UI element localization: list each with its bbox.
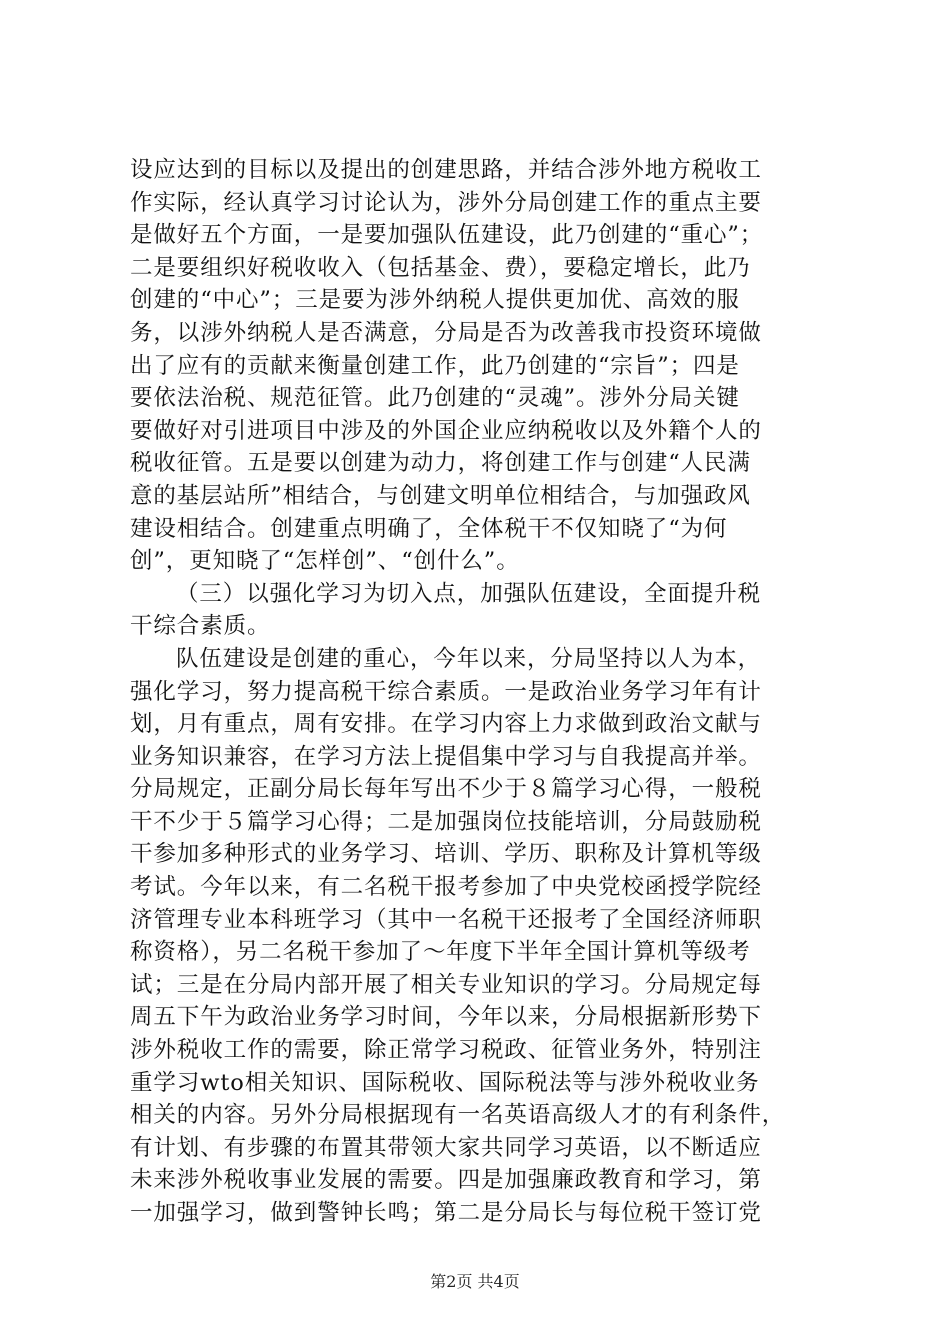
text-line: 建设相结合。创建重点明确了，全体税干不仅知晓了“为何 — [130, 515, 728, 542]
text-line: 创建的“中心”；三是要为涉外纳税人提供更加优、高效的服 — [130, 287, 740, 314]
body-text — [130, 154, 834, 1230]
text-line: 未来涉外税收事业发展的需要。四是加强廉政教育和学习，第 — [130, 1167, 762, 1194]
text-line: 划，月有重点，周有安排。在学习内容上力求做到政治文献与 — [130, 711, 762, 738]
text-line: 分局规定，正副分局长每年写出不少于８篇学习心得，一般税 — [130, 776, 762, 803]
text-line: 干综合素质。 — [130, 613, 271, 640]
text-line: 称资格），另二名税干参加了～年度下半年全国计算机等级考 — [130, 939, 751, 966]
text-line: 考试。今年以来，有二名税干报考参加了中央党校函授学院经 — [130, 874, 762, 901]
text-line: （三）以强化学习为切入点，加强队伍建设，全面提升税 — [176, 580, 762, 607]
text-line: 要依法治税、规范征管。此乃创建的“灵魂”。涉外分局关键 — [130, 385, 740, 412]
text-line: 相关的内容。另外分局根据现有一名英语高级人才的有利条件， — [130, 1102, 786, 1129]
text-line: 二是要组织好税收收入（包括基金、费），要稳定增长，此乃 — [130, 254, 751, 281]
text-line: 重学习wto相关知识、国际税收、国际税法等与涉外税收业务 — [130, 1069, 760, 1096]
text-line: 要做好对引进项目中涉及的外国企业应纳税收以及外籍个人的 — [130, 417, 762, 444]
page-footer: 第2页 共4页 — [430, 1272, 520, 1291]
text-line: 有计划、有步骤的布置其带领大家共同学习英语，以不断适应 — [130, 1134, 762, 1161]
text-line: 干参加多种形式的业务学习、培训、学历、职称及计算机等级 — [130, 841, 762, 868]
text-line: 业务知识兼容，在学习方法上提倡集中学习与自我提高并举。 — [130, 743, 762, 770]
text-line: 试；三是在分局内部开展了相关专业知识的学习。分局规定每 — [130, 971, 762, 998]
text-line: 设应达到的目标以及提出的创建思路，并结合涉外地方税收工 — [130, 157, 762, 183]
text-line: 作实际，经认真学习讨论认为，涉外分局创建工作的重点主要 — [130, 189, 762, 216]
text-line: 强化学习，努力提高税干综合素质。一是政治业务学习年有计 — [130, 678, 762, 705]
text-line: 干不少于５篇学习心得；二是加强岗位技能培训，分局鼓励税 — [130, 808, 762, 835]
text-line: 一加强学习，做到警钟长鸣；第二是分局长与每位税干签订党 — [130, 1200, 762, 1226]
text-line: 队伍建设是创建的重心，今年以来，分局坚持以人为本， — [176, 645, 762, 672]
text-line: 周五下午为政治业务学习时间，今年以来，分局根据新形势下 — [130, 1004, 762, 1031]
text-line: 出了应有的贡献来衡量创建工作，此乃创建的“宗旨”；四是 — [130, 352, 740, 379]
text-line: 是做好五个方面，一是要加强队伍建设，此乃创建的“重心”； — [130, 222, 764, 249]
text-line: 税收征管。五是要以创建为动力，将创建工作与创建“人民满 — [130, 450, 751, 477]
text-line: 济管理专业本科班学习（其中一名税干还报考了全国经济师职 — [130, 906, 762, 933]
text-line: 涉外税收工作的需要，除正常学习税政、征管业务外，特别注 — [130, 1037, 762, 1064]
text-line: 创”，更知晓了“怎样创”、“创什么”。 — [130, 548, 520, 575]
text-line: 务，以涉外纳税人是否满意，分局是否为改善我市投资环境做 — [130, 319, 762, 346]
text-line: 意的基层站所”相结合，与创建文明单位相结合，与加强政风 — [130, 482, 751, 509]
